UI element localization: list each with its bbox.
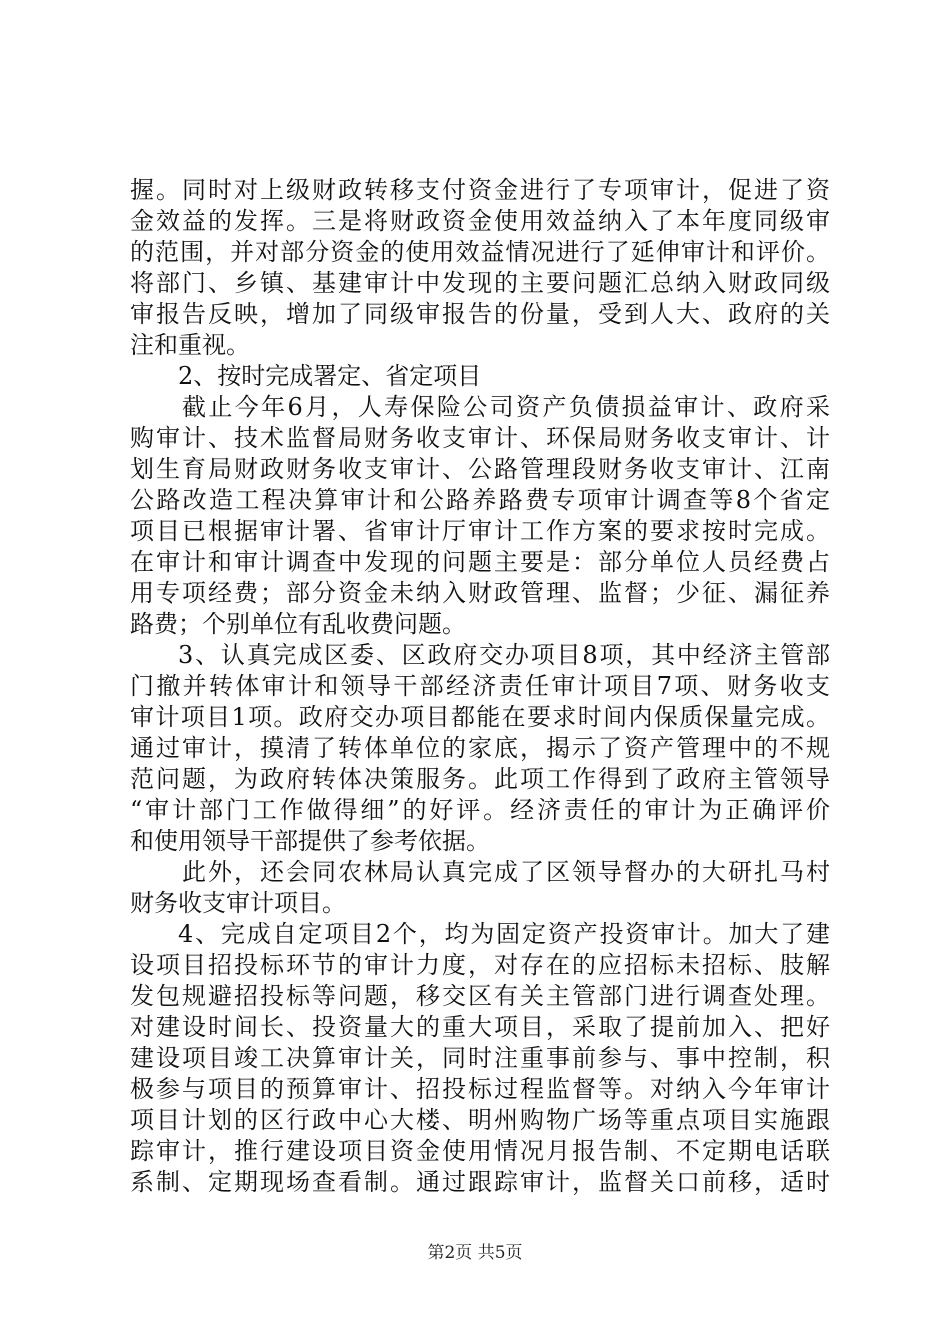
text-line: 建设项目竣工决算审计关，同时注重事前参与、事中控制，积 [130, 1044, 830, 1072]
text-line: 3、认真完成区委、区政府交办项目8项，其中经济主管部 [178, 641, 830, 669]
text-line: 项目已根据审计署、省审计厅审计工作方案的要求按时完成。 [130, 517, 830, 545]
text-line: 划生育局财政财务收支审计、公路管理段财务收支审计、江南 [130, 455, 830, 483]
text-line: 截止今年6月，人寿保险公司资产负债损益审计、政府采 [182, 393, 830, 421]
text-line: 对建设时间长、投资量大的重大项目，采取了提前加入、把好 [130, 1013, 830, 1041]
text-line: 的范围，并对部分资金的使用效益情况进行了延伸审计和评价。 [130, 238, 830, 266]
text-line: 在审计和审计调查中发现的问题主要是：部分单位人员经费占 [130, 548, 830, 576]
text-line: 发包规避招投标等问题，移交区有关主管部门进行调查处理。 [130, 982, 830, 1010]
text-line: 设项目招投标环节的审计力度，对存在的应招标未招标、肢解 [130, 951, 830, 979]
text-line: 4、完成自定项目2个，均为固定资产投资审计。加大了建 [178, 920, 830, 948]
page-number-footer: 第2页 共5页 [427, 1243, 523, 1263]
text-line: 审报告反映，增加了同级审报告的份量，受到人大、政府的关 [130, 300, 830, 328]
text-line: 项目计划的区行政中心大楼、明州购物广场等重点项目实施跟 [130, 1106, 830, 1134]
text-line: 极参与项目的预算审计、招投标过程监督等。对纳入今年审计 [130, 1075, 830, 1103]
text-line: 门撤并转体审计和领导干部经济责任审计项目7项、财务收支 [130, 672, 830, 700]
text-line: 财务收支审计项目。 [130, 889, 346, 917]
text-line: 此外，还会同农林局认真完成了区领导督办的大研扎马村 [182, 858, 830, 886]
text-line: 范问题，为政府转体决策服务。此项工作得到了政府主管领导 [130, 765, 830, 793]
text-line: 审计项目1项。政府交办项目都能在要求时间内保质保量完成。 [130, 703, 830, 731]
text-line: 系制、定期现场查看制。通过跟踪审计，监督关口前移，适时 [130, 1168, 830, 1196]
text-line: 用专项经费；部分资金未纳入财政管理、监督；少征、漏征养 [130, 579, 830, 607]
text-line: 将部门、乡镇、基建审计中发现的主要问题汇总纳入财政同级 [130, 269, 830, 297]
text-line: 通过审计，摸清了转体单位的家底，揭示了资产管理中的不规 [130, 734, 830, 762]
text-line: 路费；个别单位有乱收费问题。 [130, 610, 466, 638]
text-line: 和使用领导干部提供了参考依据。 [130, 827, 490, 855]
text-line: 握。同时对上级财政转移支付资金进行了专项审计，促进了资 [130, 176, 830, 204]
text-line: 购审计、技术监督局财务收支审计、环保局财务收支审计、计 [130, 424, 830, 452]
text-line: “审计部门工作做得细”的好评。经济责任的审计为正确评价 [130, 796, 830, 824]
text-line: 金效益的发挥。三是将财政资金使用效益纳入了本年度同级审 [130, 207, 830, 235]
text-line: 踪审计，推行建设项目资金使用情况月报告制、不定期电话联 [130, 1137, 830, 1165]
section-heading: 2、按时完成署定、省定项目 [178, 362, 482, 390]
body-text [130, 175, 830, 1198]
text-line: 公路改造工程决算审计和公路养路费专项审计调查等8个省定 [130, 486, 830, 514]
text-line: 注和重视。 [130, 331, 250, 359]
